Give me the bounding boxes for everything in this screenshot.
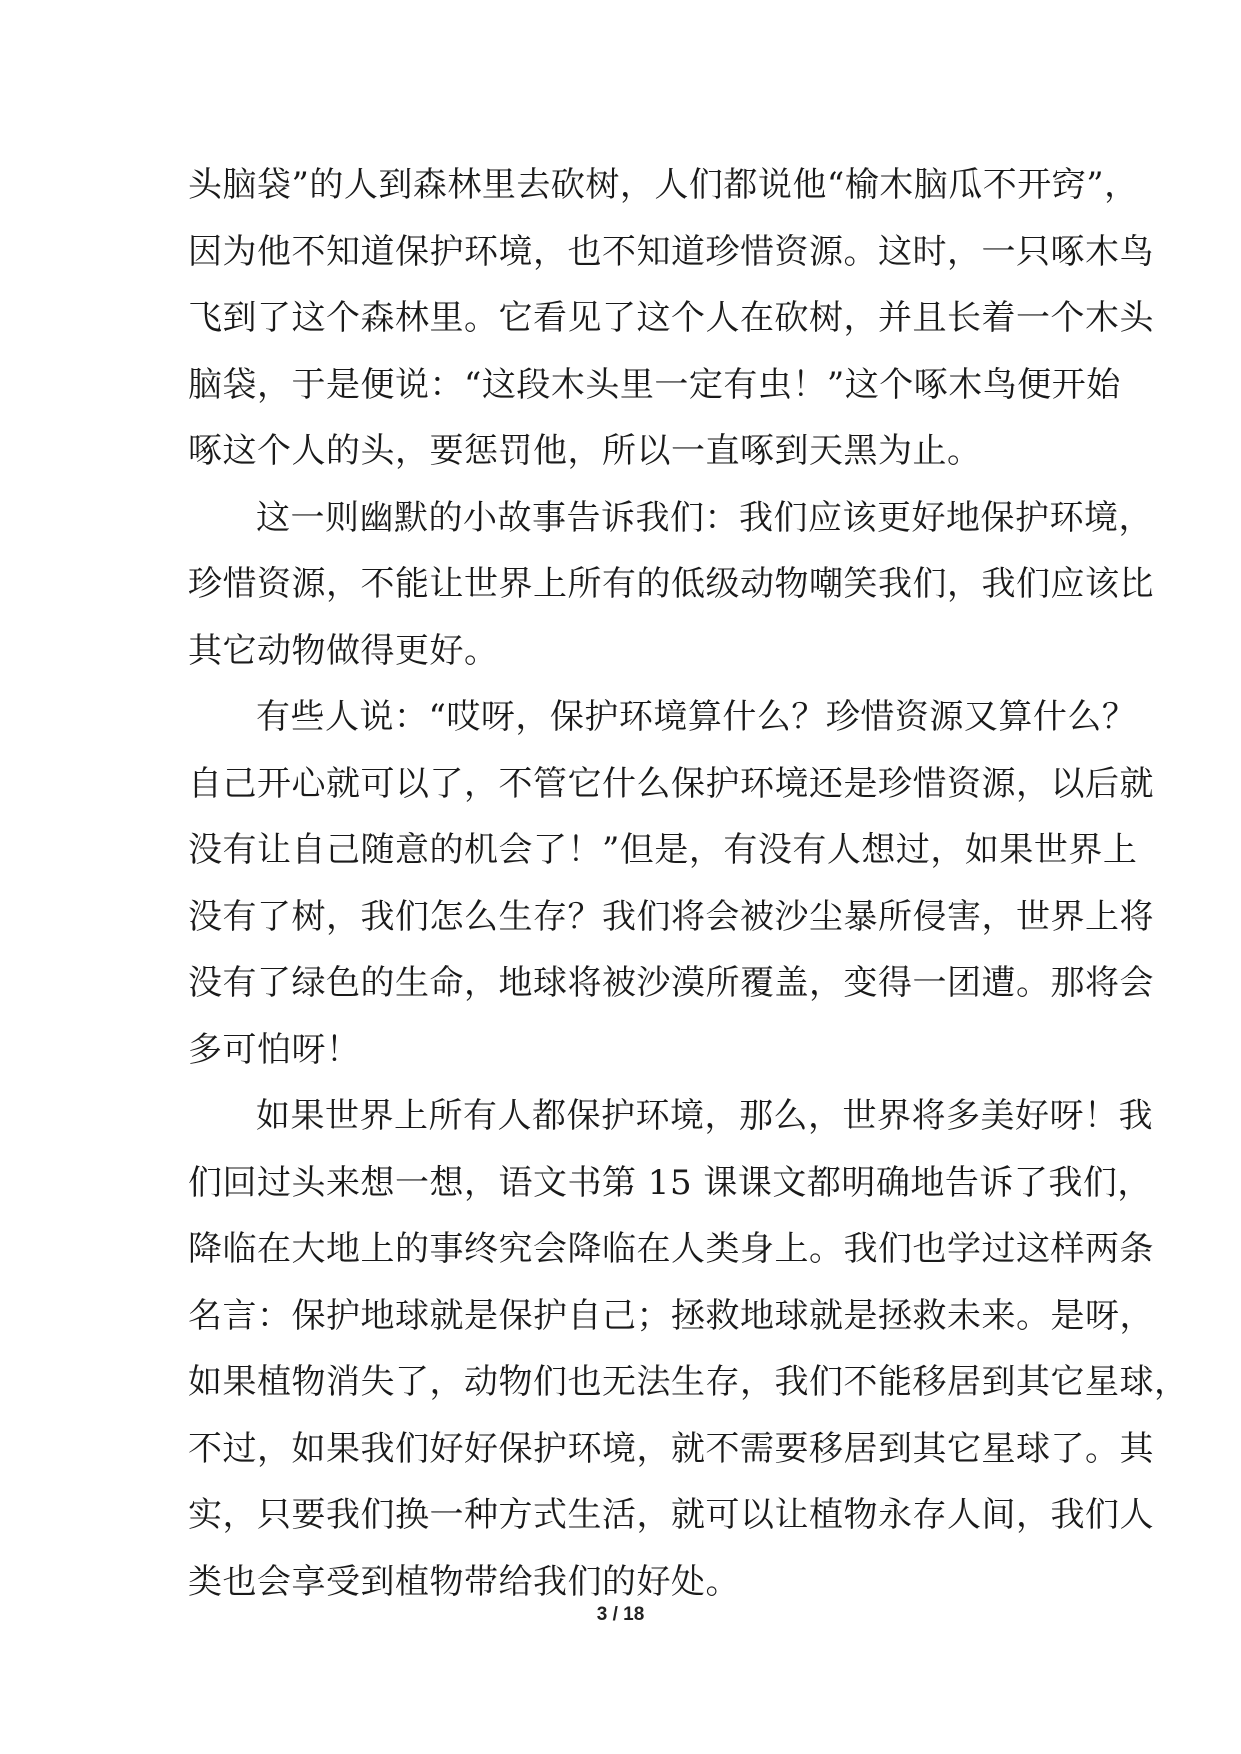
- text-line: 啄这个人的头，要惩罚他，所以一直啄到天黑为止。: [188, 431, 982, 471]
- page-number: 3 / 18: [596, 1604, 645, 1625]
- text-line: 多可怕呀！: [188, 1029, 361, 1070]
- text-line: 们回过头来想一想，语文书第 15 课课文都明确地告诉了我们，: [188, 1162, 1152, 1203]
- text-line: 实，只要我们换一种方式生活，就可以让植物永存人间，我们人: [188, 1495, 1154, 1535]
- text-line: 飞到了这个森林里。它看见了这个人在砍树，并且长着一个木头: [188, 298, 1154, 338]
- text-line: 类也会享受到植物带给我们的好处。: [188, 1561, 740, 1602]
- text-line: 珍惜资源，不能让世界上所有的低级动物嘲笑我们，我们应该比: [188, 564, 1154, 604]
- text-line: 如果植物消失了，动物们也无法生存，我们不能移居到其它星球，: [188, 1362, 1189, 1402]
- text-line: 这一则幽默的小故事告诉我们：我们应该更好地保护环境，: [256, 497, 1153, 538]
- text-line: 没有了绿色的生命，地球将被沙漠所覆盖，变得一团遭。那将会: [188, 963, 1154, 1003]
- text-line: 自己开心就可以了，不管它什么保护环境还是珍惜资源，以后就: [188, 763, 1154, 804]
- text-line: 其它动物做得更好。: [188, 630, 499, 671]
- text-line: 没有让自己随意的机会了！”但是，有没有人想过，如果世界上: [188, 830, 1138, 870]
- text-line: 降临在大地上的事终究会降临在人类身上。我们也学过这样两条: [188, 1229, 1154, 1269]
- text-line: 名言：保护地球就是保护自己；拯救地球就是拯救未来。是呀，: [188, 1295, 1154, 1336]
- text-line: 有些人说：“哎呀，保护环境算什么？珍惜资源又算什么？: [256, 697, 1137, 737]
- document-body: [188, 152, 1189, 1615]
- text-line: 如果世界上所有人都保护环境，那么，世界将多美好呀！我: [256, 1096, 1153, 1136]
- text-line: 脑袋，于是便说：“这段木头里一定有虫！”这个啄木鸟便开始: [188, 364, 1121, 405]
- text-line: 不过，如果我们好好保护环境，就不需要移居到其它星球了。其: [188, 1428, 1154, 1469]
- text-line: 因为他不知道保护环境，也不知道珍惜资源。这时，一只啄木鸟: [188, 231, 1154, 272]
- text-line: 没有了树，我们怎么生存？我们将会被沙尘暴所侵害，世界上将: [188, 896, 1154, 937]
- text-line: 头脑袋”的人到森林里去砍树，人们都说他“榆木脑瓜不开窍”，: [188, 165, 1139, 205]
